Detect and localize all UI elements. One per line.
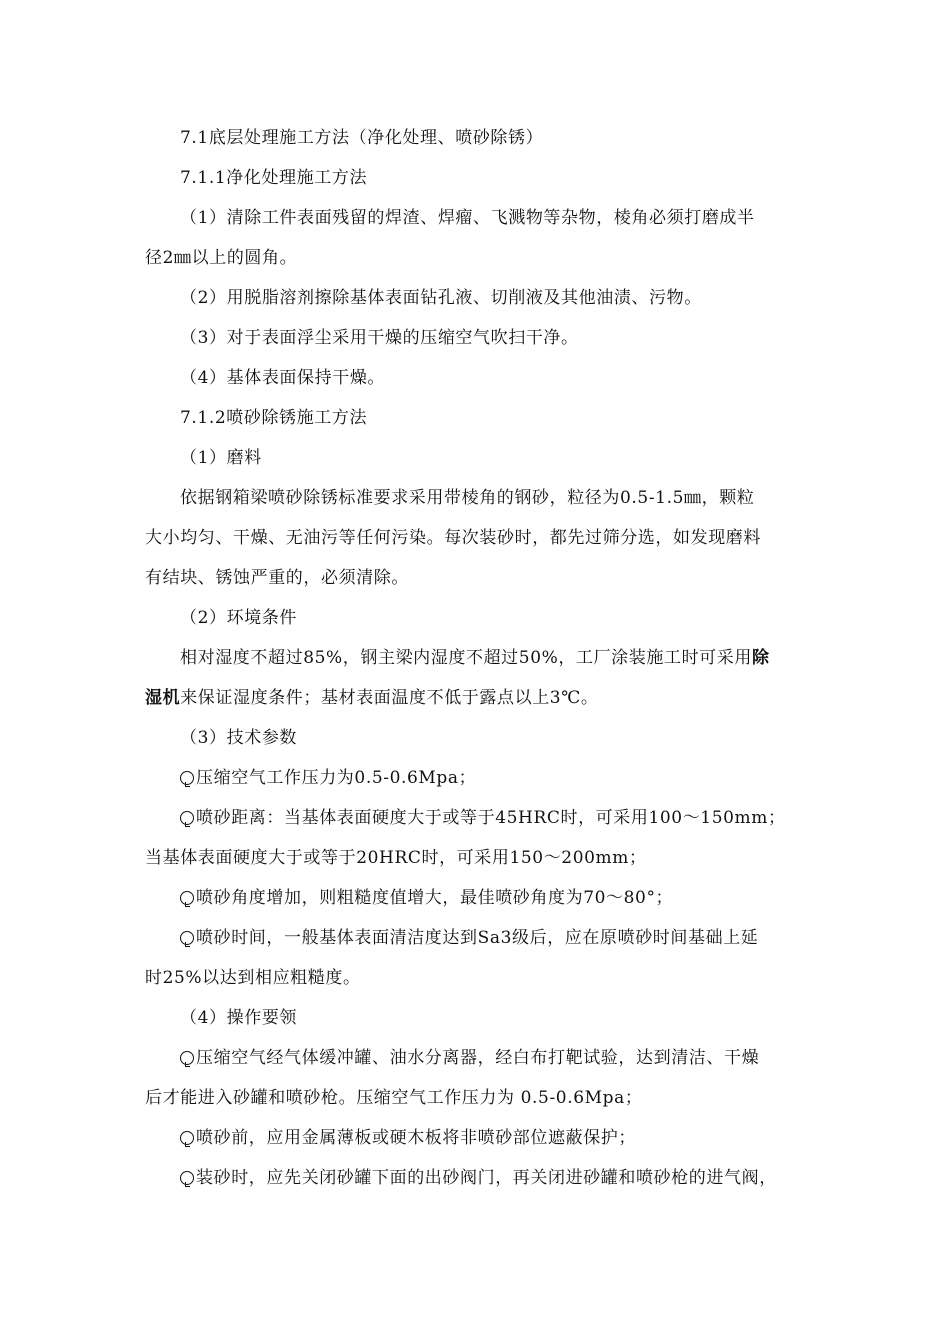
paragraph-line (145, 242, 815, 274)
paragraph-text: 当基体表面硬度大于或等于20HRC时，可采用150～200mm； (145, 848, 647, 868)
bullet-line (180, 922, 815, 954)
heading-text: （3）技术参数 (180, 728, 298, 748)
paragraph-line (145, 1082, 815, 1114)
item-heading (180, 722, 815, 754)
heading-text: 7.1底层处理施工方法（净化处理、喷砂除锈） (180, 128, 544, 148)
bold-text: 除 (751, 648, 770, 668)
heading-text: 7.1.2喷砂除锈施工方法 (180, 408, 368, 428)
paragraph-line (145, 962, 815, 994)
item-heading (180, 1002, 815, 1034)
bullet-line (180, 762, 815, 794)
circle-bullet-icon (180, 1051, 194, 1065)
heading-text: （4）操作要领 (180, 1008, 298, 1028)
circle-bullet-icon (180, 771, 194, 785)
paragraph-text: （2）用脱脂溶剂擦除基体表面钻孔液、切削液及其他油渍、污物。 (180, 288, 702, 308)
paragraph-line (180, 202, 815, 234)
section-heading (180, 122, 815, 154)
bullet-line (180, 1162, 815, 1194)
bullet-line (180, 1122, 815, 1154)
bullet-line (180, 882, 815, 914)
bullet-text: 喷砂前，应用金属薄板或硬木板将非喷砂部位遮蔽保护； (196, 1128, 636, 1148)
circle-bullet-icon (180, 931, 194, 945)
circle-bullet-icon (180, 891, 194, 905)
paragraph-line (145, 522, 815, 554)
heading-text: （1）磨料 (180, 448, 262, 468)
heading-text: （2）环境条件 (180, 608, 298, 628)
item-heading (180, 602, 815, 634)
bold-text: 湿机 (145, 688, 181, 708)
paragraph-text: 有结块、锈蚀严重的，必须清除。 (145, 568, 409, 588)
bullet-text: 喷砂距离：当基体表面硬度大于或等于45HRC时，可采用100～150mm； (196, 808, 786, 828)
bullet-line (180, 1042, 815, 1074)
paragraph-text: 径2㎜以上的圆角。 (145, 248, 298, 268)
paragraph-text: （3）对于表面浮尘采用干燥的压缩空气吹扫干净。 (180, 328, 579, 348)
bullet-line (180, 802, 815, 834)
paragraph-line (180, 482, 815, 514)
bullet-text: 喷砂角度增加，则粗糙度值增大，最佳喷砂角度为70～80°； (196, 888, 674, 908)
bullet-text: 压缩空气工作压力为0.5-0.6Mpa； (196, 768, 477, 788)
circle-bullet-icon (180, 1171, 194, 1185)
paragraph-text: （1）清除工件表面残留的焊渣、焊瘤、飞溅物等杂物，棱角必须打磨成半 (180, 208, 755, 228)
bullet-text: 喷砂时间，一般基体表面清洁度达到Sa3级后，应在原喷砂时间基础上延 (196, 928, 759, 948)
subsection-heading (180, 162, 815, 194)
paragraph-line (180, 322, 815, 354)
paragraph-line (145, 562, 815, 594)
paragraph-text: 相对湿度不超过85%，钢主梁内湿度不超过50%，工厂涂装施工时可采用 (180, 648, 752, 668)
paragraph-line (180, 642, 815, 674)
paragraph-line (180, 282, 815, 314)
subsection-heading (180, 402, 815, 434)
paragraph-line (145, 682, 815, 714)
paragraph-text: 依据钢箱梁喷砂除锈标准要求采用带棱角的钢砂，粒径为0.5-1.5㎜，颗粒 (180, 488, 755, 508)
paragraph-text: 来保证湿度条件；基材表面温度不低于露点以上3℃。 (180, 688, 599, 708)
paragraph-line (145, 842, 815, 874)
circle-bullet-icon (180, 811, 194, 825)
bullet-text: 压缩空气经气体缓冲罐、油水分离器，经白布打靶试验，达到清洁、干燥 (196, 1048, 760, 1068)
paragraph-text: （4）基体表面保持干燥。 (180, 368, 386, 388)
heading-text: 7.1.1净化处理施工方法 (180, 168, 368, 188)
paragraph-text: 时25%以达到相应粗糙度。 (145, 968, 361, 988)
bullet-text: 装砂时，应先关闭砂罐下面的出砂阀门，再关闭进砂罐和喷砂枪的进气阀， (196, 1168, 777, 1188)
paragraph-line (180, 362, 815, 394)
paragraph-text: 大小均匀、干燥、无油污等任何污染。每次装砂时，都先过筛分选，如发现磨料 (145, 528, 761, 548)
item-heading (180, 442, 815, 474)
circle-bullet-icon (180, 1131, 194, 1145)
paragraph-text: 后才能进入砂罐和喷砂枪。压缩空气工作压力为 0.5-0.6Mpa； (145, 1088, 643, 1108)
